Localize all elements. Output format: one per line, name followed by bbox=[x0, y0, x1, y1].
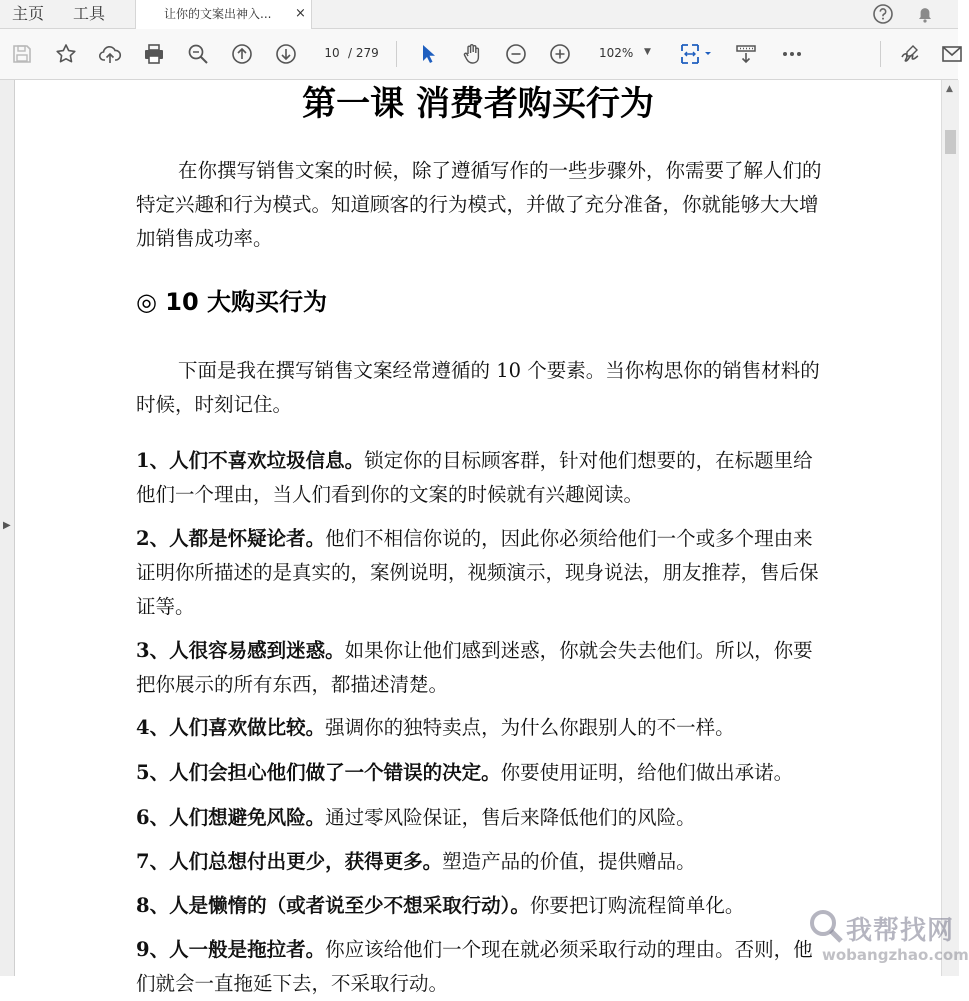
list-item bbox=[136, 444, 826, 512]
list-item bbox=[136, 845, 826, 879]
tab-home[interactable]: 主页 bbox=[12, 4, 45, 23]
expand-panel-icon[interactable]: ▶ bbox=[3, 520, 11, 531]
item-text: 他们不相信你说的，因此你必须给他们一个或多个理由来证明你所描述的是真实的，案例说明，视频演示，现身说法，朋友推荐，售后保证等。 bbox=[136, 527, 819, 618]
help-icon[interactable] bbox=[872, 3, 894, 25]
lead-paragraph: 下面是我在撰写销售文案经常遵循的 10 个要素。当你构思你的销售材料的时候，时刻记住。 bbox=[136, 359, 820, 416]
item-text: 你应该给他们一个现在就必须采取行动的理由。否则，他们就会一直拖延下去，不采取行动。 bbox=[136, 938, 813, 995]
item-heading: 6、人们想避免风险。 bbox=[136, 806, 326, 829]
fit-page-icon[interactable] bbox=[678, 42, 714, 66]
item-heading: 8、人是懒惰的（或者说至少不想采取行动）。 bbox=[136, 894, 530, 917]
zoom-search-icon[interactable] bbox=[186, 42, 210, 66]
item-heading: 5、人们会担心他们做了一个错误的决定。 bbox=[136, 761, 501, 784]
section-heading: ◎ 10 大购买行为 bbox=[136, 288, 328, 316]
document-tab-title: 让你的文案出神入... bbox=[164, 7, 272, 21]
item-text: 强调你的独特卖点，为什么你跟别人的不一样。 bbox=[325, 716, 735, 739]
navigation-pane-toggle[interactable] bbox=[0, 80, 15, 976]
magnifier-icon bbox=[808, 908, 844, 944]
zoom-select[interactable] bbox=[594, 41, 660, 65]
save-icon[interactable] bbox=[10, 42, 34, 66]
list-item bbox=[136, 756, 826, 790]
item-heading: 2、人都是怀疑论者。 bbox=[136, 527, 326, 550]
site-watermark bbox=[800, 902, 969, 976]
scroll-up-icon[interactable]: ▲ bbox=[946, 84, 953, 94]
page-number-input[interactable]: 10 bbox=[324, 46, 340, 60]
scroll-mode-icon[interactable] bbox=[734, 42, 758, 66]
item-heading: 4、人们喜欢做比较。 bbox=[136, 716, 326, 739]
tab-tools[interactable]: 工具 bbox=[73, 4, 106, 23]
mail-icon[interactable] bbox=[940, 42, 958, 66]
item-text: 塑造产品的价值，提供赠品。 bbox=[442, 850, 696, 873]
item-heading: 9、人一般是拖拉者。 bbox=[136, 938, 326, 961]
item-text: 你要把订购流程简单化。 bbox=[529, 894, 745, 917]
hand-icon[interactable] bbox=[460, 42, 484, 66]
toolbar-divider bbox=[880, 41, 881, 67]
item-text: 锁定你的目标顾客群，针对他们想要的，在标题里给他们一个理由，当人们看到你的文案的时候就有兴趣阅读。 bbox=[136, 449, 813, 506]
page-up-icon[interactable] bbox=[230, 42, 254, 66]
scroll-thumb[interactable] bbox=[945, 130, 956, 154]
list-item bbox=[136, 711, 826, 745]
page-down-icon[interactable] bbox=[274, 42, 298, 66]
star-icon[interactable] bbox=[54, 42, 78, 66]
print-icon[interactable] bbox=[142, 42, 166, 66]
zoom-in-icon[interactable] bbox=[548, 42, 572, 66]
more-icon[interactable] bbox=[780, 42, 804, 66]
lesson-title: 第一课 消费者购买行为 bbox=[302, 84, 654, 124]
document-viewer[interactable] bbox=[0, 80, 958, 995]
zoom-out-icon[interactable] bbox=[504, 42, 528, 66]
list-item bbox=[136, 801, 826, 835]
vertical-scrollbar[interactable] bbox=[941, 80, 959, 976]
pdf-page bbox=[15, 80, 941, 995]
list-item bbox=[136, 933, 826, 1001]
tab-document[interactable] bbox=[135, 0, 312, 29]
zoom-value: 102% bbox=[599, 46, 634, 60]
toolbar bbox=[0, 29, 958, 80]
item-text: 如果你让他们感到迷惑，你就会失去他们。所以，你要把你展示的所有东西，都描述清楚。 bbox=[136, 639, 813, 696]
watermark-text: 我帮找网 bbox=[846, 916, 955, 946]
list-item bbox=[136, 634, 826, 702]
toolbar-divider bbox=[396, 41, 397, 67]
sign-icon[interactable] bbox=[898, 42, 922, 66]
list-item bbox=[136, 889, 826, 923]
notification-bell-icon[interactable] bbox=[914, 3, 936, 25]
item-heading: 7、人们总想付出更少，获得更多。 bbox=[136, 850, 443, 873]
item-text: 通过零风险保证，售后来降低他们的风险。 bbox=[325, 806, 696, 829]
chevron-down-icon: ▼ bbox=[644, 47, 651, 57]
close-tab-icon[interactable]: × bbox=[295, 6, 306, 21]
upload-icon[interactable] bbox=[98, 42, 122, 66]
watermark-url: wobangzhao.com bbox=[822, 946, 969, 964]
intro-paragraph: 在你撰写销售文案的时候，除了遵循写作的一些步骤外，你需要了解人们的特定兴趣和行为模式。知道顾客的行为模式，并做了充分准备，你就能够大大增加销售成功率。 bbox=[136, 159, 822, 250]
item-text: 你要使用证明，给他们做出承诺。 bbox=[500, 761, 794, 784]
page-total: / 279 bbox=[348, 46, 379, 60]
tab-bar bbox=[0, 0, 958, 29]
select-cursor-icon[interactable] bbox=[416, 42, 440, 66]
item-heading: 1、人们不喜欢垃圾信息。 bbox=[136, 449, 365, 472]
item-heading: 3、人很容易感到迷惑。 bbox=[136, 639, 345, 662]
list-item bbox=[136, 522, 826, 624]
